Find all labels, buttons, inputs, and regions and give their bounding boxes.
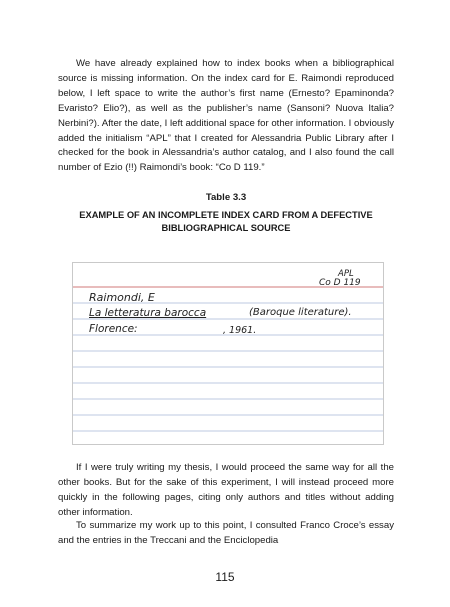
card-library-code: APL xyxy=(338,269,354,279)
card-place: Florence: xyxy=(89,323,138,335)
card-title-gloss: (Baroque literature). xyxy=(249,307,352,318)
page-number: 115 xyxy=(215,570,235,584)
body-paragraph-1: We have already explained how to index books when a bibliographical source is missing information. On the index card for E. Raimondi reproduced below, I left space to write the author’s first name (Ernesto? Epaminonda? Evaristo? Elio?), as well as the publisher’s name (Sansoni? Nuova Italia? Nerbini?). After the date, I left additional space for other information. I obviously added the initialism “APL” that I created for Alessandria Public Library after I checked for the book in Alessandria’s author catalog, and I also found the call number of Ezio (!!) Raimondi’s book: “Co D 119.” xyxy=(58,58,394,174)
index-card-image xyxy=(72,262,384,445)
body-paragraph-3: To summarize my work up to this point, I consulted Franco Croce’s essay and the entries in the Treccani and the Enciclopedia xyxy=(58,520,394,546)
card-call-number: Co D 119 xyxy=(319,278,361,288)
card-author: Raimondi, E xyxy=(89,291,155,304)
card-title: La letteratura barocca xyxy=(89,307,207,319)
table-caption: EXAMPLE OF AN INCOMPLETE INDEX CARD FROM A DEFECTIVE BIBLIOGRAPHICAL SOURCE xyxy=(79,210,373,233)
card-date: , 1961. xyxy=(223,325,257,336)
table-number: Table 3.3 xyxy=(205,192,247,203)
body-paragraph-2: If I were truly writing my thesis, I would proceed the same way for all the other books. But for the sake of this experiment, I will instead proceed more quickly in the following pages, citing only authors and titles without adding other information. xyxy=(58,462,394,518)
